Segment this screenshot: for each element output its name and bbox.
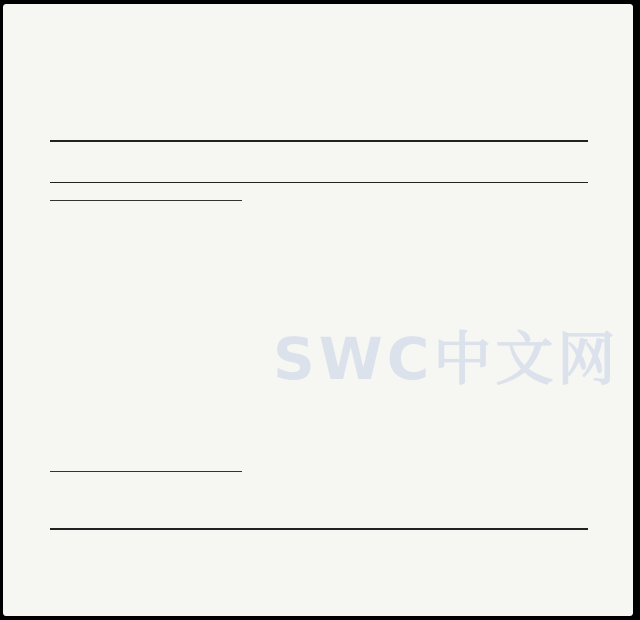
header-bottom-rule: [50, 182, 588, 183]
year-rule-2018: [50, 471, 242, 472]
table-bottom-rule: [50, 528, 588, 530]
footnote-symbols: [55, 531, 585, 553]
year-rule-2017: [50, 200, 242, 201]
table-top-rule: [50, 140, 588, 142]
document-page: [3, 4, 633, 616]
watermark-logo: SWC中文网: [273, 325, 620, 393]
